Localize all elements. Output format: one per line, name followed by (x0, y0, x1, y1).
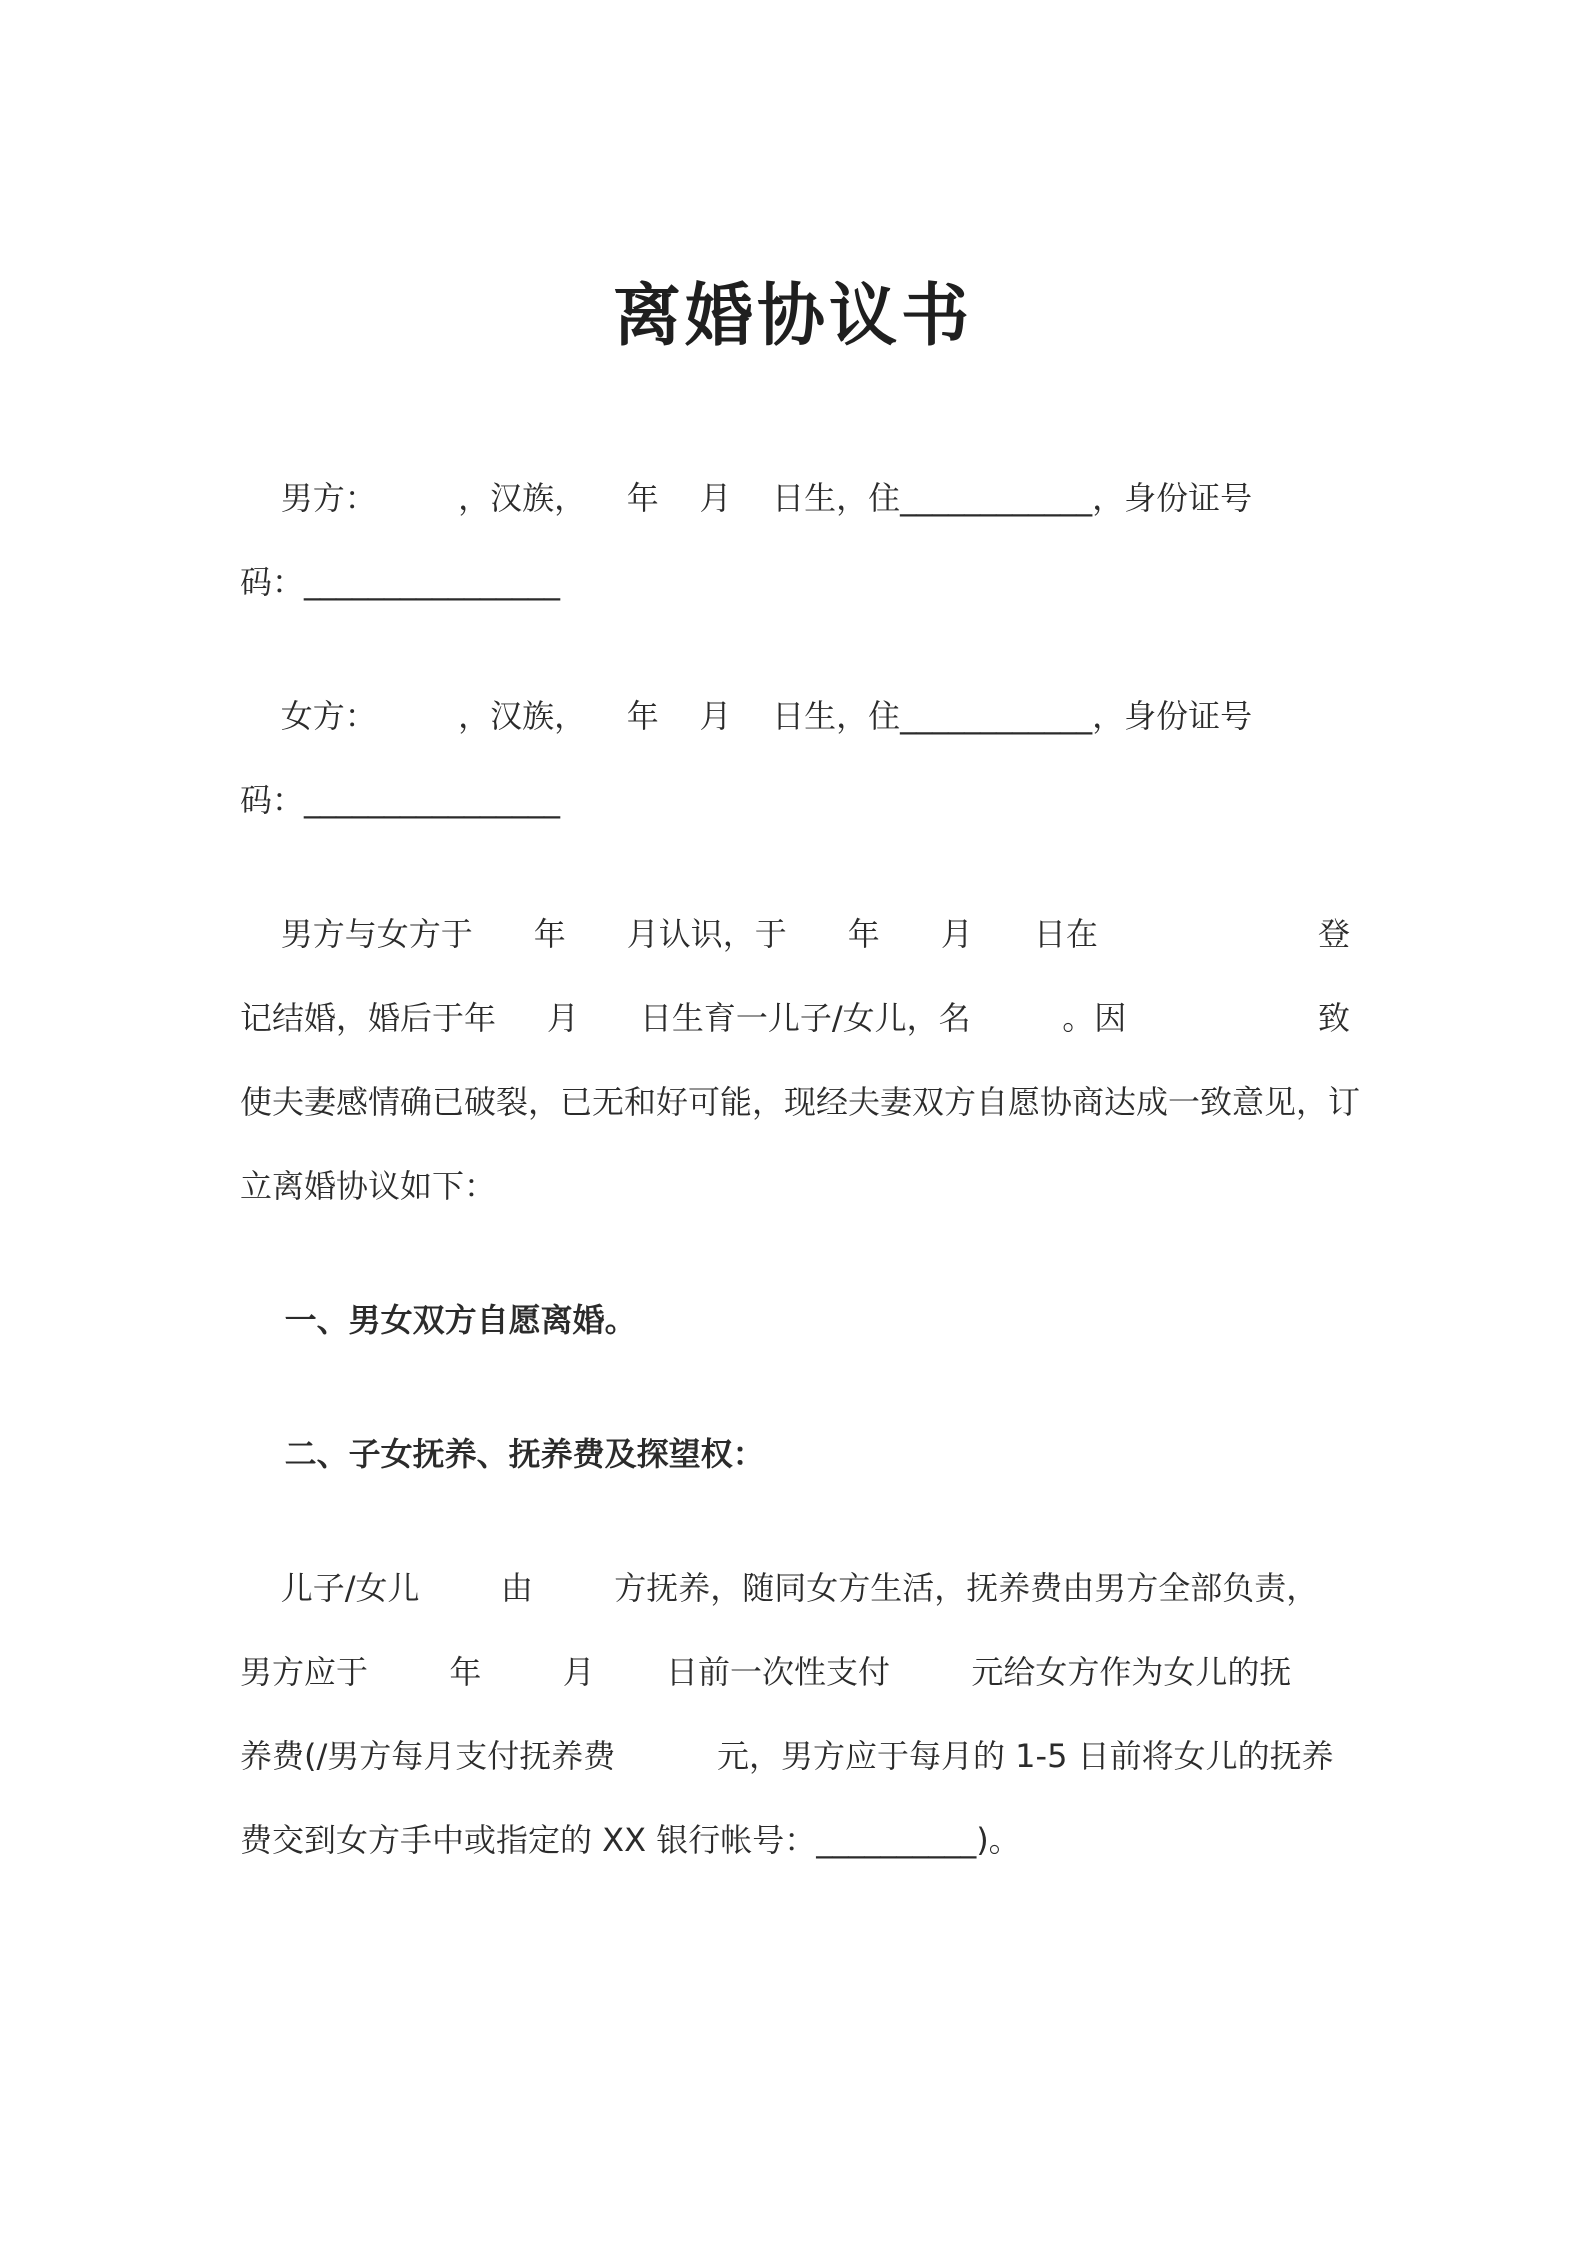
section-heading-1: 一、男女双方自愿离婚。 (240, 1301, 637, 1339)
intro-line-2-end: 致 (1317, 999, 1350, 1037)
child-support-line-2: 男方应于 年 月 日前一次性支付 元给女方作为女儿的抚 (240, 1653, 1292, 1691)
intro-line-1-text: 男方与女方于 年 月认识，于 年 月 日在 (240, 915, 1098, 953)
male-info-line-1: 男方： ，汉族， 年 月 日生，住____________，身份证号 (240, 479, 1253, 517)
intro-line-2-text: 记结婚，婚后于年 月 日生育一儿子/女儿，名 。因 (240, 999, 1127, 1037)
section-heading-2: 二、子女抚养、抚养费及探望权： (240, 1435, 765, 1473)
intro-line-3: 使夫妻感情确已破裂，已无和好可能，现经夫妻双方自愿协商达成一致意见，订 (240, 1083, 1361, 1121)
document-title: 离婚协议书 (612, 277, 973, 356)
male-info-line-2: 码：________________ (240, 563, 561, 601)
child-support-line-4: 费交到女方手中或指定的 XX 银行帐号：__________)。 (240, 1821, 1021, 1859)
intro-line-1-end: 登 (1317, 915, 1350, 953)
female-info-line-1: 女方： ，汉族， 年 月 日生，住____________，身份证号 (240, 697, 1253, 735)
intro-line-1 (240, 912, 1350, 956)
female-info-line-2: 码：________________ (240, 781, 561, 819)
child-support-line-1: 儿子/女儿 由 方抚养，随同女方生活，抚养费由男方全部负责， (240, 1569, 1319, 1607)
intro-line-4: 立离婚协议如下： (240, 1167, 497, 1205)
child-support-line-3: 养费(/男方每月支付抚养费 元，男方应于每月的 1-5 日前将女儿的抚养 (240, 1737, 1334, 1775)
intro-line-2 (240, 996, 1350, 1040)
